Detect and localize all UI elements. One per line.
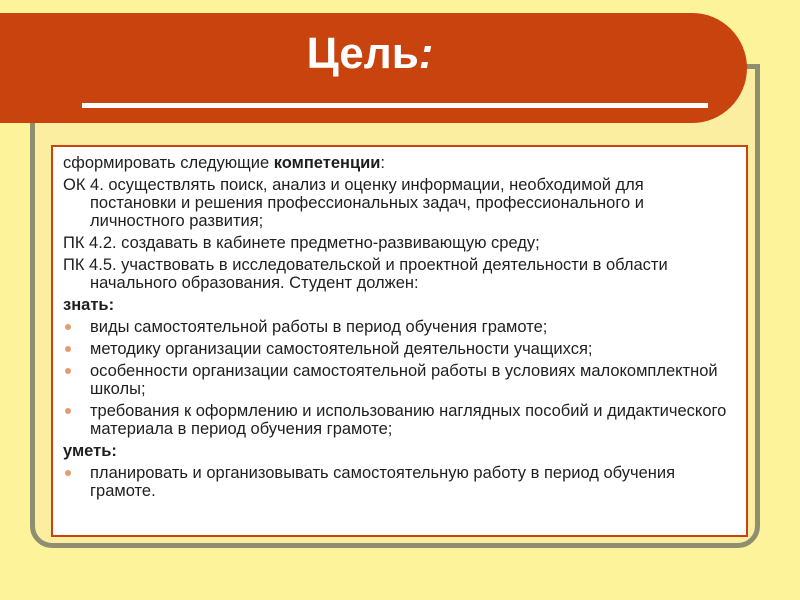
can-item-text: планировать и организовывать самостоятельную работу в период обучения грамоте. [90,464,676,500]
know-item [63,362,734,398]
intro-bold: компетенции [273,154,381,172]
know-item-text: методику организации самостоятельной деятельности учащихся; [90,340,593,358]
know-item-text: требования к оформлению и использованию наглядных пособий и дидактического материала в период обучения грамоте; [90,402,727,438]
slide-title [0,28,740,80]
title-colon: : [418,29,434,78]
know-item [63,340,734,358]
know-item [63,402,734,438]
know-item-text: виды самостоятельной работы в период обучения грамоте; [90,318,548,336]
can-heading: уметь: [63,442,117,460]
bullet-dot-icon [65,470,71,476]
intro-prefix: сформировать следующие [63,154,274,172]
bullet-dot-icon [65,346,71,352]
intro-suffix: : [380,154,386,172]
can-item [63,464,734,500]
bullet-dot-icon [65,368,71,374]
know-item [63,318,734,336]
bullet-dot-icon [65,408,71,414]
know-item-text: особенности организации самостоятельной работы в условиях малокомплектной школы; [90,362,718,398]
title-text: Цель [306,29,419,78]
bullet-dot-icon [65,324,71,330]
know-heading: знать: [63,296,115,314]
competency-pk45: ПК 4.5. участвовать в исследовательской и проектной деятельности в области начального образования. Студент должен: [63,256,668,292]
competency-ok4: ОК 4. осуществлять поиск, анализ и оценку информации, необходимой для постановки и решения профессиональных задач, профессионального и личностного развития; [63,176,644,230]
intro-line [63,154,734,172]
content-box [51,145,748,537]
competency-pk42: ПК 4.2. создавать в кабинете предметно-развивающую среду; [63,234,540,252]
title-underline [82,103,708,108]
